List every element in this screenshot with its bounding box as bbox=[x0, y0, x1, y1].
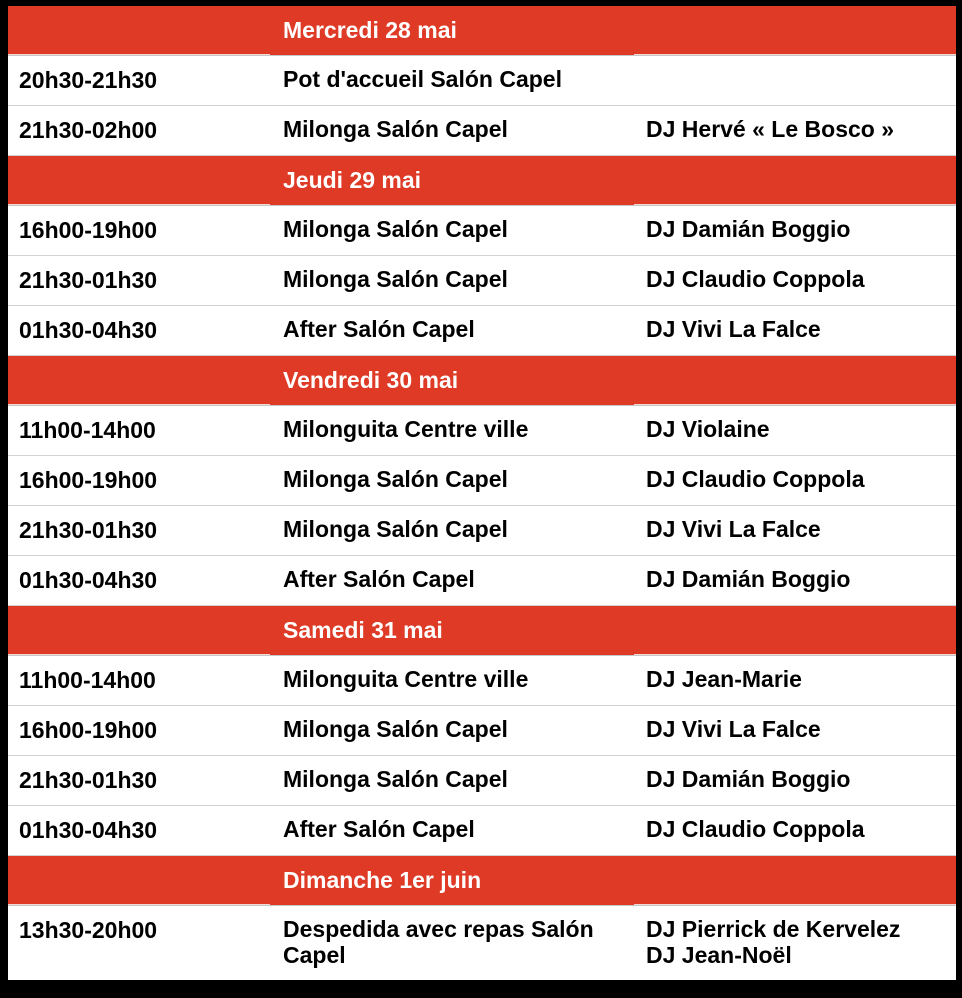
schedule-row bbox=[8, 706, 956, 756]
time-slot: 21h30-01h30 bbox=[19, 267, 158, 293]
day-header bbox=[8, 856, 956, 906]
schedule-row bbox=[8, 256, 956, 306]
dj-cell bbox=[646, 266, 951, 292]
event-name: Milonguita Centre ville bbox=[283, 416, 529, 442]
schedule-row bbox=[8, 756, 956, 806]
dj-cell bbox=[646, 116, 951, 142]
header-cell-right bbox=[634, 606, 956, 655]
time-slot: 01h30-04h30 bbox=[19, 817, 158, 843]
day-header bbox=[8, 6, 956, 56]
dj-cell bbox=[646, 716, 951, 742]
dj-name: DJ Vivi La Falce bbox=[646, 516, 821, 542]
dj-cell bbox=[646, 416, 951, 442]
time-slot: 16h00-19h00 bbox=[19, 717, 158, 743]
schedule-row bbox=[8, 406, 956, 456]
schedule-row bbox=[8, 456, 956, 506]
header-cell-right bbox=[634, 156, 956, 205]
event-name: Milonga Salón Capel bbox=[283, 116, 508, 142]
time-slot: 16h00-19h00 bbox=[19, 217, 158, 243]
event-name: Milonga Salón Capel bbox=[283, 766, 508, 792]
dj-name: DJ Violaine bbox=[646, 416, 770, 442]
day-header bbox=[8, 356, 956, 406]
header-cell-right bbox=[634, 6, 956, 55]
dj-cell bbox=[646, 466, 951, 492]
event-name: Milonga Salón Capel bbox=[283, 266, 508, 292]
schedule-row bbox=[8, 656, 956, 706]
schedule-table bbox=[8, 6, 956, 980]
dj-name: DJ Claudio Coppola bbox=[646, 466, 865, 492]
schedule-row bbox=[8, 556, 956, 606]
dj-cell bbox=[646, 916, 951, 968]
header-cell-left bbox=[8, 6, 270, 55]
dj-name: DJ Damián Boggio bbox=[646, 566, 851, 592]
time-slot: 21h30-01h30 bbox=[19, 517, 158, 543]
dj-name: DJ Claudio Coppola bbox=[646, 266, 865, 292]
time-slot: 20h30-21h30 bbox=[19, 67, 158, 93]
dj-cell bbox=[646, 216, 951, 242]
schedule-row bbox=[8, 206, 956, 256]
time-slot: 13h30-20h00 bbox=[19, 917, 158, 943]
dj-name: DJ Claudio Coppola bbox=[646, 816, 865, 842]
dj-cell bbox=[646, 816, 951, 842]
time-slot: 01h30-04h30 bbox=[19, 567, 158, 593]
day-title: Dimanche 1er juin bbox=[283, 867, 482, 893]
event-name: Pot d'accueil Salón Capel bbox=[283, 66, 562, 92]
event-name: Despedida avec repas Salón Capel bbox=[283, 916, 594, 968]
day-title: Mercredi 28 mai bbox=[283, 17, 457, 43]
event-name: Milonguita Centre ville bbox=[283, 666, 529, 692]
dj-name: DJ Hervé « Le Bosco » bbox=[646, 116, 895, 142]
header-cell-left bbox=[8, 856, 270, 905]
event-name: After Salón Capel bbox=[283, 566, 475, 592]
dj-cell bbox=[646, 666, 951, 692]
event-name: Milonga Salón Capel bbox=[283, 516, 508, 542]
time-slot: 01h30-04h30 bbox=[19, 317, 158, 343]
dj-name: DJ Damián Boggio bbox=[646, 216, 851, 242]
time-slot: 11h00-14h00 bbox=[19, 667, 156, 693]
dj-cell bbox=[646, 566, 951, 592]
header-cell-left bbox=[8, 156, 270, 205]
schedule-row bbox=[8, 506, 956, 556]
time-slot: 16h00-19h00 bbox=[19, 467, 158, 493]
day-header bbox=[8, 606, 956, 656]
event-name: After Salón Capel bbox=[283, 816, 475, 842]
schedule-row bbox=[8, 306, 956, 356]
event-name: Milonga Salón Capel bbox=[283, 466, 508, 492]
schedule-row bbox=[8, 806, 956, 856]
event-name: Milonga Salón Capel bbox=[283, 216, 508, 242]
time-slot: 21h30-02h00 bbox=[19, 117, 158, 143]
header-cell-right bbox=[634, 856, 956, 905]
dj-cell bbox=[646, 766, 951, 792]
time-slot: 21h30-01h30 bbox=[19, 767, 158, 793]
header-cell-right bbox=[634, 356, 956, 405]
dj-name: DJ Jean-Noël bbox=[646, 942, 792, 968]
dj-cell bbox=[646, 516, 951, 542]
schedule-row bbox=[8, 56, 956, 106]
time-slot: 11h00-14h00 bbox=[19, 417, 156, 443]
dj-name: DJ Vivi La Falce bbox=[646, 716, 821, 742]
day-title: Jeudi 29 mai bbox=[283, 167, 422, 193]
header-cell-left bbox=[8, 356, 270, 405]
schedule-row bbox=[8, 906, 956, 980]
dj-name: DJ Jean-Marie bbox=[646, 666, 802, 692]
day-header bbox=[8, 156, 956, 206]
header-cell-left bbox=[8, 606, 270, 655]
dj-cell bbox=[646, 316, 951, 342]
dj-name: DJ Vivi La Falce bbox=[646, 316, 821, 342]
dj-name: DJ Pierrick de Kervelez bbox=[646, 916, 901, 942]
day-title: Samedi 31 mai bbox=[283, 617, 443, 643]
schedule-row bbox=[8, 106, 956, 156]
dj-name: DJ Damián Boggio bbox=[646, 766, 851, 792]
event-name: After Salón Capel bbox=[283, 316, 475, 342]
event-name: Milonga Salón Capel bbox=[283, 716, 508, 742]
day-title: Vendredi 30 mai bbox=[283, 367, 459, 393]
